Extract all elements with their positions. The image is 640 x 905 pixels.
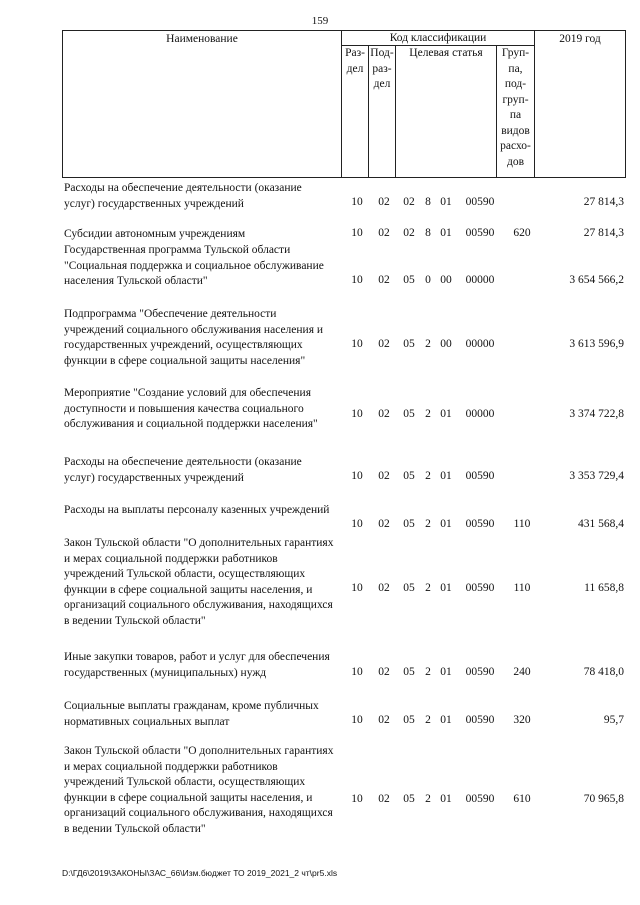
code-c1: 05 <box>403 666 415 678</box>
row-amount: 3 613 596,9 <box>569 338 624 350</box>
code-c4: 00000 <box>465 408 495 420</box>
code-p: 02 <box>378 408 390 420</box>
header-classification: Код классификации <box>342 31 535 46</box>
code-c4: 00000 <box>465 274 495 286</box>
row-name: Расходы на выплаты персоналу казенных учреждений <box>64 504 330 516</box>
code-c4: 00590 <box>465 714 495 726</box>
row-amount: 70 965,8 <box>583 793 624 805</box>
code-c2: 2 <box>425 582 431 594</box>
row-amount: 3 374 722,8 <box>569 408 624 420</box>
code-g: 610 <box>513 793 531 805</box>
row-amount: 78 418,0 <box>583 666 624 678</box>
row-name: Закон Тульской области "О дополнительных гарантиях и мерах социальной поддержки работников учреждений Тульской области, осуществляющих функции в сфере социальной защиты населения, и организаций социального обслуживания, находящихся в ведении Тульской области" <box>64 745 334 835</box>
code-r: 10 <box>351 196 363 208</box>
row-amount: 11 658,8 <box>584 582 624 594</box>
code-p: 02 <box>378 793 390 805</box>
code-r: 10 <box>351 714 363 726</box>
code-c1: 05 <box>403 274 415 286</box>
code-r: 10 <box>351 470 363 482</box>
code-c3: 01 <box>440 714 452 726</box>
code-p: 02 <box>378 274 390 286</box>
row-amount: 3 353 729,4 <box>569 470 624 482</box>
code-c3: 01 <box>440 793 452 805</box>
code-p: 02 <box>378 666 390 678</box>
code-c2: 2 <box>425 714 431 726</box>
code-c4: 00590 <box>465 518 495 530</box>
code-c1: 05 <box>403 518 415 530</box>
header-group: Груп- па, под- груп- па видов расхо- дов <box>497 46 535 178</box>
row-name: Мероприятие "Создание условий для обеспечения доступности и повышения качества социального обслуживания и социальной поддержки населения" <box>64 387 318 431</box>
code-g: 620 <box>513 227 531 239</box>
code-p: 02 <box>378 470 390 482</box>
row-amount: 3 654 566,2 <box>569 274 624 286</box>
code-c1: 02 <box>403 196 415 208</box>
header-name: Наименование <box>63 31 342 178</box>
header-subsection: Под- раз- дел <box>369 46 396 178</box>
code-c2: 2 <box>425 470 431 482</box>
code-c3: 01 <box>440 666 452 678</box>
code-g: 240 <box>513 666 531 678</box>
code-c1: 05 <box>403 338 415 350</box>
table-header <box>62 30 626 178</box>
header-section: Раз- дел <box>342 46 369 178</box>
code-p: 02 <box>378 714 390 726</box>
code-c4: 00590 <box>465 582 495 594</box>
code-g: 110 <box>513 582 531 594</box>
code-c2: 2 <box>425 666 431 678</box>
code-c1: 02 <box>403 227 415 239</box>
code-c1: 05 <box>403 714 415 726</box>
row-name: Расходы на обеспечение деятельности (оказание услуг) государственных учреждений <box>64 182 302 210</box>
code-p: 02 <box>378 196 390 208</box>
code-p: 02 <box>378 227 390 239</box>
code-c3: 01 <box>440 408 452 420</box>
code-c3: 01 <box>440 582 452 594</box>
code-r: 10 <box>351 227 363 239</box>
page-number: 159 <box>311 15 329 27</box>
header-year: 2019 год <box>535 31 626 178</box>
row-name: Закон Тульской области "О дополнительных гарантиях и мерах социальной поддержки работников учреждений Тульской области, осуществляющих функции в сфере социальной защиты населения, и организаций социального обслуживания, находящихся в ведении Тульской области" <box>64 537 334 627</box>
code-r: 10 <box>351 582 363 594</box>
code-c2: 8 <box>425 196 431 208</box>
code-c4: 00590 <box>465 470 495 482</box>
code-c4: 00590 <box>465 793 495 805</box>
row-amount: 27 814,3 <box>583 196 624 208</box>
code-c2: 0 <box>425 274 431 286</box>
row-amount: 95,7 <box>603 714 624 726</box>
code-c1: 05 <box>403 582 415 594</box>
row-name: Подпрограмма "Обеспечение деятельности учреждений социального обслуживания населения и государственных учреждений, осуществляющих функции в сфере социальной защиты населения" <box>64 308 324 367</box>
row-name: Государственная программа Тульской области "Социальная поддержка и социальное обслуживание населения Тульской области" <box>64 244 324 288</box>
code-c1: 05 <box>403 408 415 420</box>
code-p: 02 <box>378 518 390 530</box>
code-c2: 8 <box>425 227 431 239</box>
row-amount: 431 568,4 <box>578 518 624 530</box>
code-r: 10 <box>351 408 363 420</box>
row-name: Субсидии автономным учреждениям <box>64 228 246 240</box>
code-p: 02 <box>378 338 390 350</box>
code-c4: 00590 <box>465 227 495 239</box>
code-c2: 2 <box>425 518 431 530</box>
code-r: 10 <box>351 274 363 286</box>
code-c2: 2 <box>425 793 431 805</box>
code-c4: 00000 <box>465 338 495 350</box>
code-c1: 05 <box>403 793 415 805</box>
code-c3: 01 <box>440 470 452 482</box>
row-amount: 27 814,3 <box>583 227 624 239</box>
code-c3: 00 <box>440 274 452 286</box>
code-c4: 00590 <box>465 196 495 208</box>
code-c2: 2 <box>425 338 431 350</box>
code-c2: 2 <box>425 408 431 420</box>
code-c4: 00590 <box>465 666 495 678</box>
row-name: Иные закупки товаров, работ и услуг для обеспечения государственных (муниципальных) нужд <box>64 651 330 679</box>
code-g: 110 <box>513 518 531 530</box>
code-r: 10 <box>351 518 363 530</box>
code-c3: 00 <box>440 338 452 350</box>
code-p: 02 <box>378 582 390 594</box>
code-g: 320 <box>513 714 531 726</box>
row-name: Социальные выплаты гражданам, кроме публичных нормативных социальных выплат <box>64 700 319 728</box>
code-c1: 05 <box>403 470 415 482</box>
row-name: Расходы на обеспечение деятельности (оказание услуг) государственных учреждений <box>64 456 302 484</box>
file-path-footer: D:\ГД6\2019\ЗАКОНЫ\ЗАС_66\Изм.бюджет ТО 2019_2021_2 чт\pr5.xls <box>62 868 338 878</box>
code-r: 10 <box>351 793 363 805</box>
header-target: Целевая статья <box>396 46 497 178</box>
code-c3: 01 <box>440 227 452 239</box>
code-c3: 01 <box>440 518 452 530</box>
code-r: 10 <box>351 338 363 350</box>
code-r: 10 <box>351 666 363 678</box>
code-c3: 01 <box>440 196 452 208</box>
